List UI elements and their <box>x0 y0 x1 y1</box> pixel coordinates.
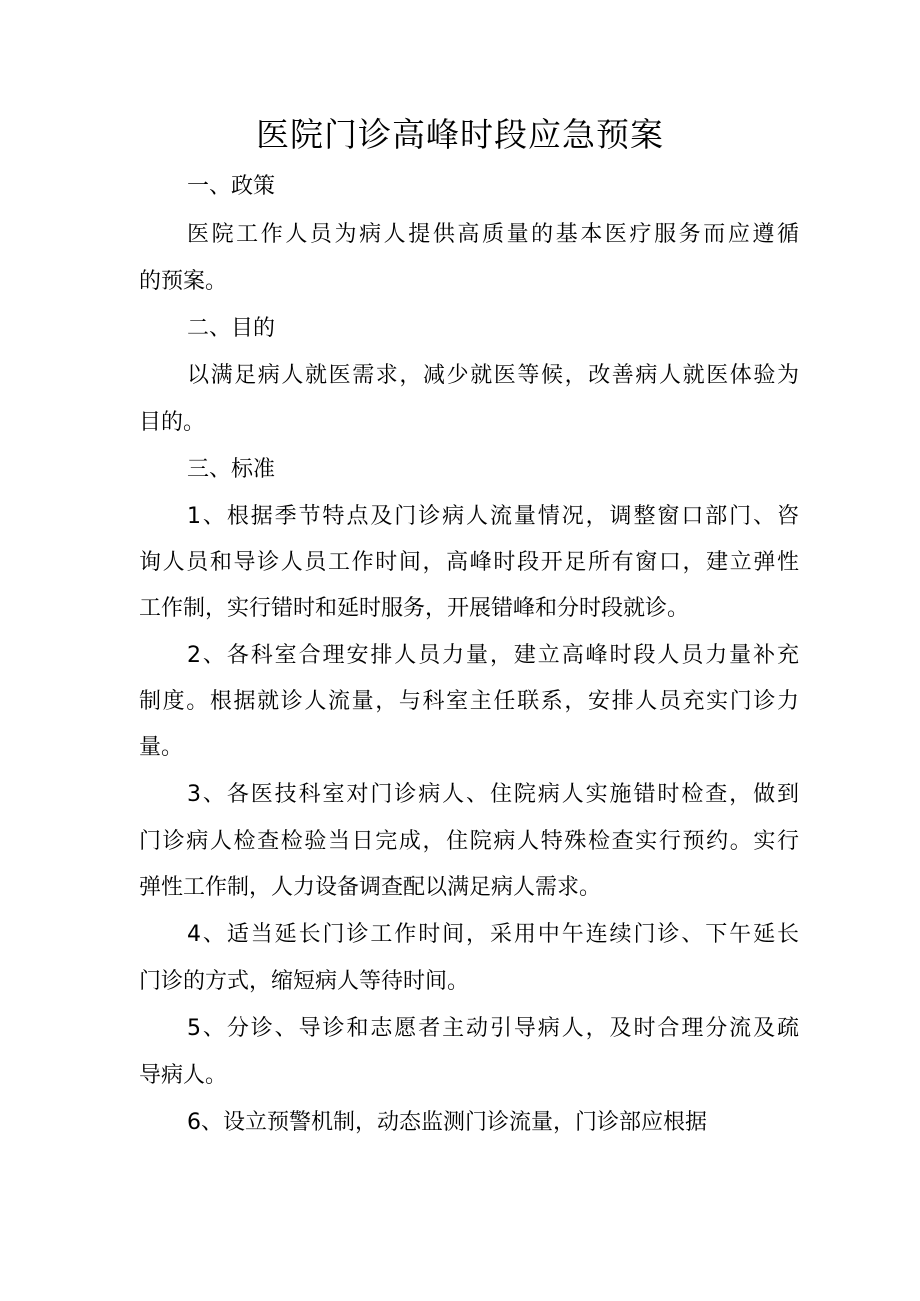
paragraph-line: 工作制，实行错时和延时服务，开展错峰和分时段就诊。 <box>139 596 690 621</box>
paragraph-line: 3、各医技科室对门诊病人、住院病人实施错时检查，做到 <box>187 782 799 807</box>
paragraph-line: 目的。 <box>139 410 206 435</box>
paragraph-line: 2、各科室合理安排人员力量，建立高峰时段人员力量补充 <box>187 643 799 668</box>
paragraph-line: 门诊病人检查检验当日完成，住院病人特殊检查实行预约。实行 <box>139 829 799 854</box>
paragraph-line: 4、适当延长门诊工作时间，采用中午连续门诊、下午延长 <box>187 922 799 947</box>
section-heading-policy: 一、政策 <box>187 174 276 199</box>
paragraph-line: 医院工作人员为病人提供高质量的基本医疗服务而应遵循 <box>187 222 799 247</box>
paragraph-line: 以满足病人就医需求，减少就医等候，改善病人就医体验为 <box>187 363 799 388</box>
section-heading-purpose: 二、目的 <box>187 316 276 341</box>
paragraph-line: 6、设立预警机制，动态监测门诊流量，门诊部应根据 <box>187 1110 707 1135</box>
paragraph-line: 1、根据季节特点及门诊病人流量情况，调整窗口部门、咨 <box>187 504 799 529</box>
paragraph-line: 询人员和导诊人员工作时间，高峰时段开足所有窗口，建立弹性 <box>139 550 799 575</box>
paragraph-line: 导病人。 <box>139 1063 228 1088</box>
paragraph-line: 弹性工作制，人力设备调查配以满足病人需求。 <box>139 875 602 900</box>
paragraph-line: 制度。根据就诊人流量，与科室主任联系，安排人员充实门诊力 <box>139 689 799 714</box>
paragraph-line: 的预案。 <box>139 269 228 294</box>
paragraph-line: 门诊的方式，缩短病人等待时间。 <box>139 969 470 994</box>
paragraph-line: 5、分诊、导诊和志愿者主动引导病人，及时合理分流及疏 <box>187 1016 799 1041</box>
section-heading-standard: 三、标准 <box>187 457 276 482</box>
document-title: 医院门诊高峰时段应急预案 <box>256 115 664 154</box>
paragraph-line: 量。 <box>139 735 184 760</box>
